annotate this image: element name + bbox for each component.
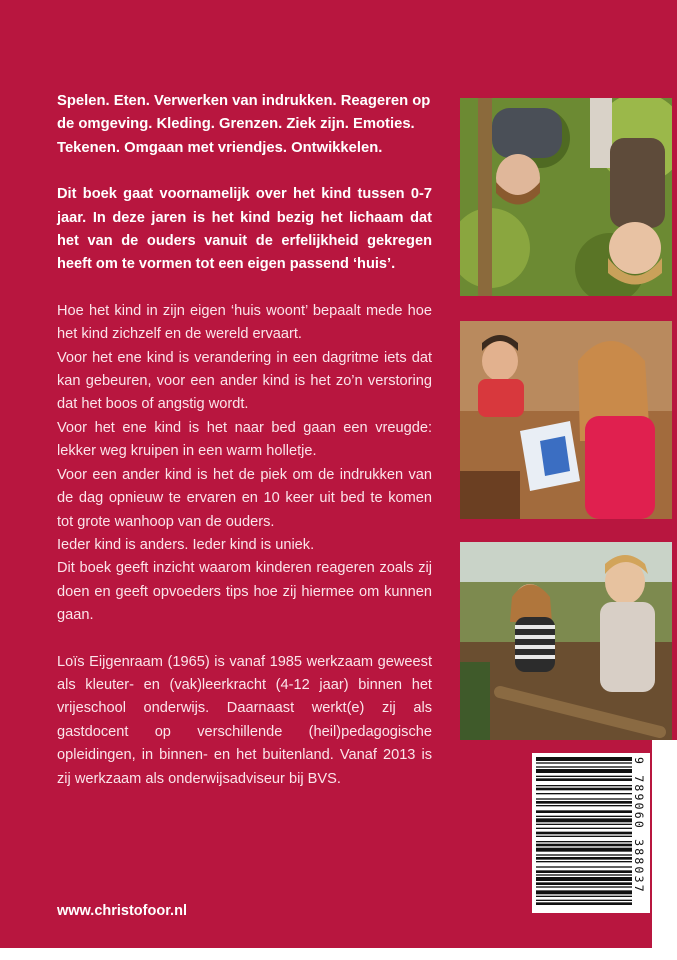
barcode-bar bbox=[536, 854, 632, 855]
barcode-bar bbox=[536, 778, 632, 781]
photo-children-outdoors bbox=[460, 542, 672, 740]
page-margin bbox=[0, 948, 677, 960]
barcode-bar bbox=[536, 757, 632, 761]
body-paragraph bbox=[57, 300, 432, 628]
barcode-bar bbox=[536, 836, 632, 837]
isbn-barcode bbox=[532, 753, 650, 913]
barcode-bar bbox=[536, 882, 632, 885]
barcode-bar bbox=[536, 762, 632, 763]
barcode-bar bbox=[536, 896, 632, 897]
barcode-bar bbox=[536, 828, 632, 829]
barcode-bar bbox=[536, 844, 632, 847]
barcode-bar bbox=[536, 798, 632, 799]
barcode-bar bbox=[536, 801, 632, 804]
body-line: Voor het ene kind is verandering in een dagritme iets dat kan gebeuren, voor een ander kind is het zo’n verstoring dat het boos of angstig wordt. bbox=[57, 349, 432, 413]
barcode-bar bbox=[536, 793, 632, 794]
photo-children-at-table bbox=[460, 321, 672, 519]
barcode-bar bbox=[536, 832, 632, 835]
author-bio: Loïs Eijgenraam (1965) is vanaf 1985 werkzaam geweest als kleuter- en (vak)leerkracht (4-12 jaar) binnen het vrijeschool onderwijs. Daarnaast werkt(e) zij als gastdocent op verschillende (heil)pedagogische opleidingen, in binnen- en het buitenland. Vanaf 2013 is zij werkzaam als onderwijsadviseur bij BVS. bbox=[57, 653, 432, 787]
barcode-bar bbox=[536, 810, 632, 813]
barcode-bar bbox=[536, 874, 632, 875]
barcode-bar bbox=[536, 788, 632, 791]
summary-paragraph: Dit boek gaat voornamelijk over het kind tussen 0-7 jaar. In deze jaren is het kind bezig het lichaam dat het van de ouders vanuit de erfelijkheid gekregen heeft om te vormen tot een eigen passend ‘huis’. bbox=[57, 186, 432, 273]
body-line: Voor een ander kind is het de piek om de indrukken van de dag opnieuw te ervaren en 10 keer uit bed te komen tot grote wanhoop van de ouders. bbox=[57, 466, 432, 530]
barcode-bar bbox=[536, 816, 632, 817]
page-edge bbox=[652, 740, 677, 948]
barcode-bar bbox=[536, 848, 632, 852]
barcode-bar bbox=[536, 769, 632, 773]
intro-paragraph: Spelen. Eten. Verwerken van indrukken. Reageren op de omgeving. Kleding. Grenzen. Ziek zijn. Emoties. Tekenen. Omgaan met vriendjes. Ontwikkelen. bbox=[57, 93, 431, 156]
barcode-bar bbox=[536, 776, 632, 777]
blurb-column bbox=[57, 90, 432, 814]
isbn-digits: 9 789060 388037 bbox=[632, 757, 646, 894]
barcode-bar bbox=[536, 785, 632, 786]
barcode-bar bbox=[536, 824, 632, 825]
body-line: Hoe het kind in zijn eigen ‘huis woont’ bepaalt mede hoe het kind zichzelf en de wereld ervaart. bbox=[57, 302, 432, 343]
barcode-bar bbox=[536, 870, 632, 873]
barcode-bar bbox=[536, 902, 632, 905]
barcode-bar bbox=[536, 841, 632, 842]
barcode-bar bbox=[536, 857, 632, 860]
barcode-bar bbox=[536, 766, 632, 767]
body-line: Dit boek geeft inzicht waarom kinderen reageren zoals zij doen en geeft opvoeders tips hoe zij hiermee om kunnen gaan. bbox=[57, 560, 432, 624]
barcode-bar bbox=[536, 861, 632, 862]
publisher-website: www.christofoor.nl bbox=[57, 903, 187, 919]
barcode-bar bbox=[536, 886, 632, 887]
photo-children-upside-down bbox=[460, 98, 672, 296]
barcode-bar bbox=[536, 805, 632, 806]
barcode-bar bbox=[536, 877, 632, 881]
barcode-bar bbox=[536, 890, 632, 894]
body-line: Ieder kind is anders. Ieder kind is uniek. bbox=[57, 536, 315, 553]
body-line: Voor het ene kind is het naar bed gaan een vreugde: lekker weg kruipen in een warm holletje. bbox=[57, 419, 432, 460]
barcode-bar bbox=[536, 866, 632, 867]
barcode-bar bbox=[536, 900, 632, 901]
barcode-bar bbox=[536, 818, 632, 822]
